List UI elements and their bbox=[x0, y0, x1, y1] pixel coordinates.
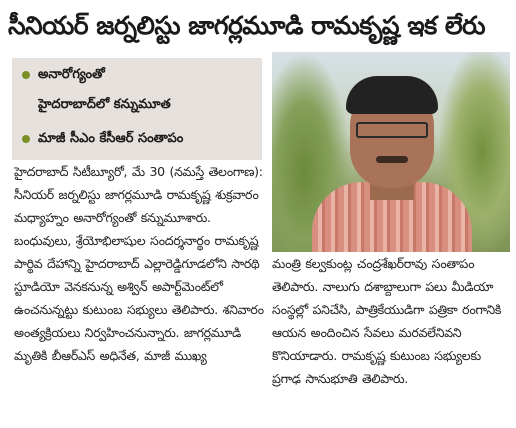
highlight-text: అనారోగ్యంతో bbox=[38, 67, 105, 82]
bullet-icon bbox=[22, 135, 30, 143]
portrait-photo bbox=[272, 52, 510, 252]
highlight-text: హైదరాబాద్‌లో కన్నుమూత bbox=[38, 97, 171, 112]
highlight-item bbox=[22, 64, 256, 86]
headline: సీనియర్ జర్నలిస్టు జాగర్లమూడి రామకృష్ణ ఇక లేరు bbox=[8, 11, 486, 40]
article-body-left: హైదరాబాద్ సిటీబ్యూరో, మే 30 (నమస్తే తెలంగాణ): సీనియర్ జర్నలిస్టు జాగర్లమూడి రామకృష్ణ శుక్రవారం మధ్యాహ్నం అనారోగ్యంతో కన్నుమూశారు. బంధువులు, శ్రేయోభిలాషుల సందర్శనార్థం రామకృష్ణ పార్థివ దేహాన్ని హైదరాబాద్ ఎల్లారెడ్డిగూడలోని సారథి స్టూడియో వెనకనున్న అశ్విన్ అపార్ట్‌మెంట్‌లో ఉంచనున్నట్టు కుటుంబ సభ్యులు తెలిపారు. శనివారం అంత్యక్రియలు నిర్వహించనున్నారు. జాగర్లమూడి మృతికి బీఆర్ఎస్ అధినేత, మాజీ ముఖ్య bbox=[14, 164, 264, 363]
highlight-item bbox=[22, 128, 256, 150]
article-body-right: మంత్రి కల్వకుంట్ల చంద్రశేఖర్‌రావు సంతాపం తెలిపారు. నాలుగు దశాబ్దాలుగా పలు మీడియా సంస్థల్లో పనిచేసి, పాత్రికేయుడిగా పత్రికా రంగానికి ఆయన అందించిన సేవలు మరవలేనివని కొనియాడారు. రామకృష్ణ కుటుంబ సభ్యులకు ప్రగాఢ సానుభూతి తెలిపారు. bbox=[272, 256, 502, 386]
bullet-icon bbox=[22, 71, 30, 79]
highlights-box bbox=[12, 58, 262, 160]
highlight-item-continued bbox=[38, 94, 256, 116]
highlight-text: మాజీ సీఎం కేసీఆర్ సంతాపం bbox=[38, 131, 184, 146]
